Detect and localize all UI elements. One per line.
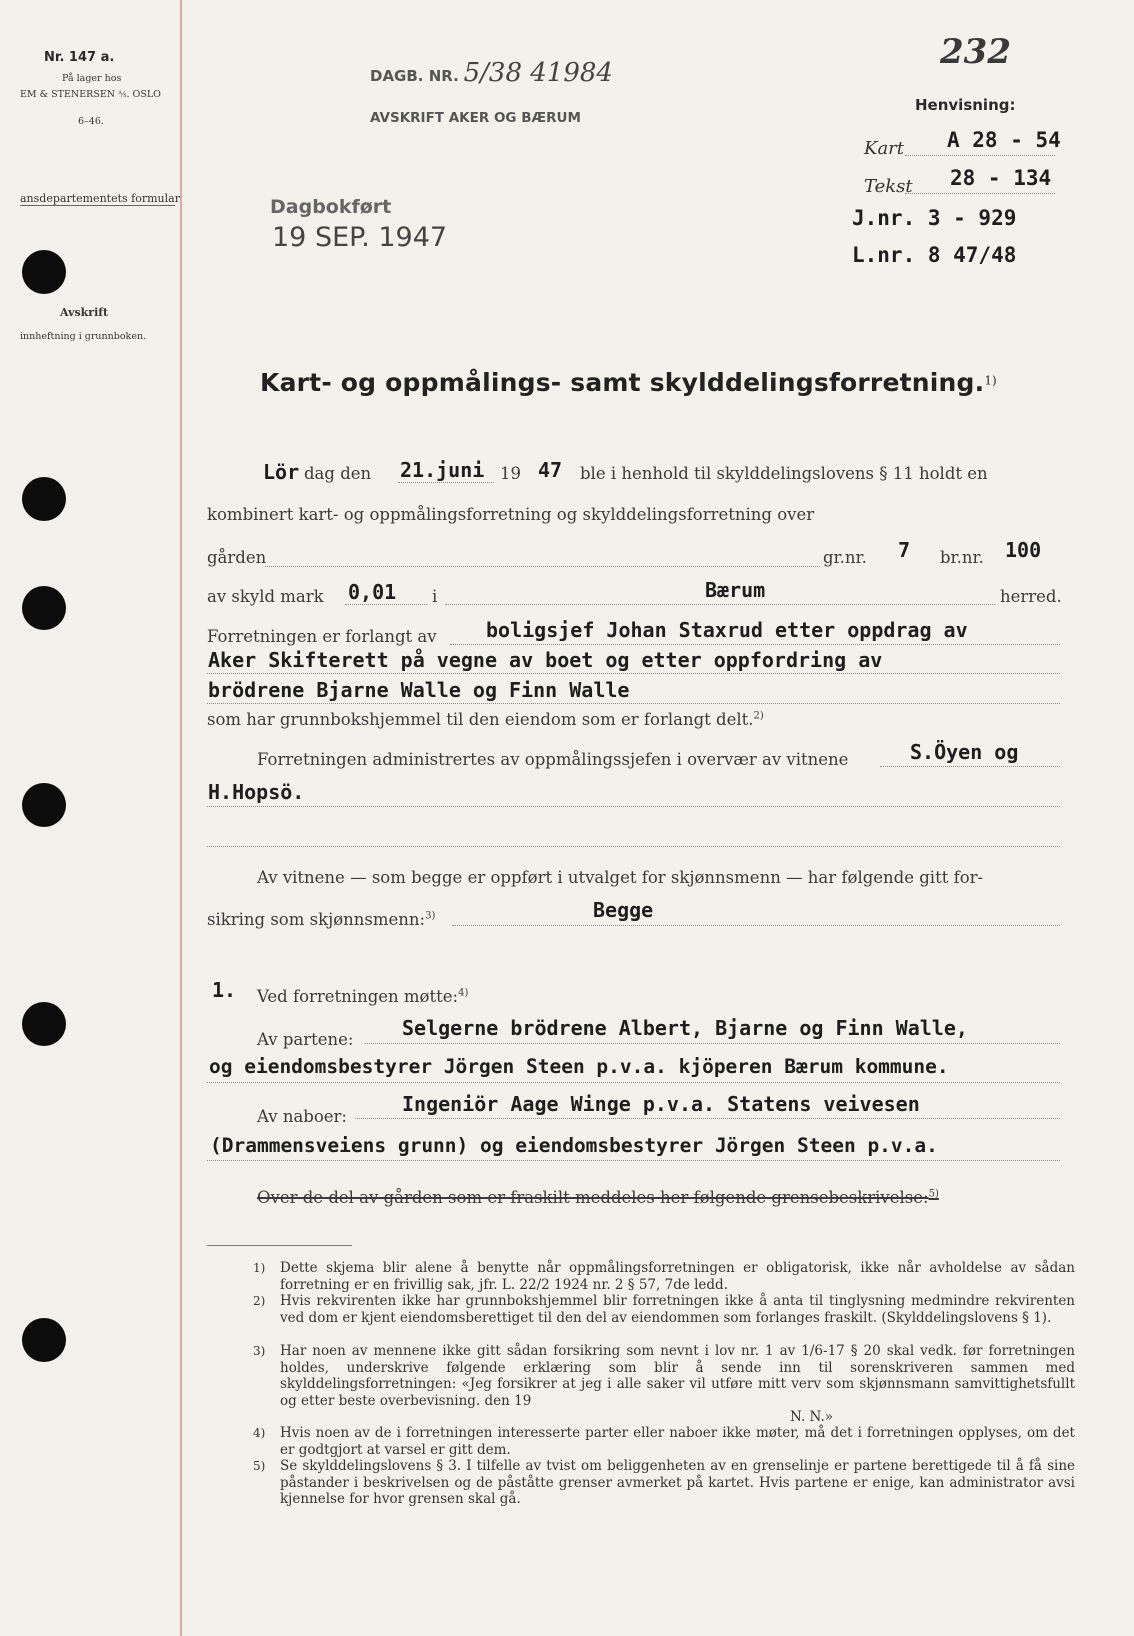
tekst-value: 28 - 134 [950, 166, 1052, 190]
punch-hole [22, 1318, 66, 1362]
kart-value: A 28 - 54 [947, 128, 1061, 152]
tekst-label: Tekst [864, 176, 913, 197]
skyld-label: av skyld mark [207, 587, 324, 606]
form-number: Nr. 147 a. [44, 50, 115, 65]
journal-stamp-value: 5/38 41984 [463, 58, 613, 88]
vitner-line2-text: sikring som skjønnsmenn: [207, 910, 426, 929]
motte-note: 4) [458, 987, 469, 999]
brnr-value: 100 [1005, 538, 1042, 562]
forlangt-line2: Aker Skifterett på vegne av boet og etter oppfordring av [208, 648, 883, 672]
forlangt-label: Forretningen er forlangt av [207, 627, 437, 646]
ministry-form: ansdepartementets formular [20, 192, 180, 205]
publisher-line: EM & STENERSEN ⅍. OSLO [20, 89, 161, 100]
registered-stamp: Dagbokført [270, 196, 392, 218]
footnote-number: 1) [253, 1261, 266, 1275]
herred-value: Bærum [705, 578, 766, 602]
punch-hole [22, 250, 66, 294]
copy-note: innheftning i grunnboken. [20, 331, 147, 342]
vitner-value: Begge [593, 898, 654, 922]
partene-label: Av partene: [257, 1030, 354, 1049]
jnr-value: J.nr. 3 - 929 [852, 206, 1017, 230]
footnote-text: Dette skjema blir alene å benytte når oppmålingsforretningen er obligatorisk, ikke når avholdelse av sådan forretning er en frivillig sak, jfr. L. 22/2 1924 nr. 2 § 57, 7de ledd. [280, 1260, 1075, 1293]
vitner-line1: Av vitnene — som begge er oppført i utvalget for skjønnsmenn — har følgende gitt for- [257, 868, 984, 887]
divider [20, 205, 175, 206]
lnr-value: L.nr. 8 47/48 [852, 243, 1017, 267]
page-title-text: Kart- og oppmålings- samt skylddelingsforretning. [260, 368, 985, 397]
witnesses-line2: H.Hopsö. [208, 780, 305, 804]
admin-text: Forretningen administrertes av oppmålingssjefen i overvær av vitnene [257, 750, 849, 769]
title-note: 1) [984, 373, 997, 388]
footnote-signature: N. N.» [790, 1409, 834, 1425]
skyld-value: 0,01 [348, 580, 397, 604]
journal-stamp-label: DAGB. NR. [370, 67, 459, 85]
footnote-number: 4) [253, 1426, 266, 1440]
grnr-label: gr.nr. [823, 548, 867, 567]
copy-label: Avskrift [60, 306, 109, 319]
forlangt-line1: boligsjef Johan Staxrud etter oppdrag av [486, 618, 968, 642]
copy-stamp: AVSKRIFT AKER OG BÆRUM [370, 110, 581, 126]
publisher-line: På lager hos [62, 73, 122, 84]
publisher-date: 6–46. [78, 116, 104, 127]
footnote-number: 3) [253, 1344, 266, 1358]
garden-label: gården [207, 548, 267, 567]
partene-line1: Selgerne brödrene Albert, Bjarne og Finn Walle, [402, 1016, 968, 1040]
punch-hole [22, 783, 66, 827]
kart-label: Kart [864, 138, 905, 159]
footnote-number: 2) [253, 1294, 266, 1308]
date-stamp: 19 SEP. 1947 [272, 222, 448, 253]
struck-boundary-line [257, 1188, 939, 1207]
naboer-label: Av naboer: [257, 1107, 347, 1126]
motte-text [257, 987, 468, 1006]
naboer-line1: Ingeniör Aage Winge p.v.a. Statens veivesen [402, 1092, 920, 1116]
day-typed: Lör [263, 460, 300, 484]
date-typed: 21.juni [400, 458, 485, 482]
struck-boundary-text: Over de del av gården som er fraskilt meddeles her følgende grensebeskrivelse: [257, 1188, 929, 1207]
hjemmel-text-body: som har grunnbokshjemmel til den eiendom som er forlangt delt. [207, 710, 754, 729]
i-label: i [432, 587, 438, 606]
witnesses-line1: S.Öyen og [910, 740, 1019, 764]
punch-hole [22, 586, 66, 630]
naboer-line2: (Drammensveiens grunn) og eiendomsbestyrer Jörgen Steen p.v.a. [210, 1134, 938, 1157]
vitner-note: 3) [425, 910, 436, 922]
motte-text-body: Ved forretningen møtte: [257, 987, 459, 1006]
year-typed: 47 [538, 458, 563, 482]
punch-hole [22, 477, 66, 521]
page-number: 232 [940, 32, 1011, 72]
year-prefix: 19 [500, 464, 521, 483]
footnote-text: Se skylddelingslovens § 3. I tilfelle av tvist om beliggenheten av en grenselinje er partene berettigede til å få sine påstander i beskrivelsen og de påståtte grenser avmerket på kartet. Hvis partene er enige, kan administrator avsi kjennelse for hvor grensen skal gå. [280, 1458, 1075, 1507]
reference-heading: Henvisning: [915, 96, 1016, 114]
footnote-text: Har noen av mennene ikke gitt sådan forsikring som nevnt i lov nr. 1 av 1/6-17 § 20 skal vedk. før forretningen holdes, underskrive følgende erklæring som blir å sende inn til sorenskriveren sammen med skylddelingsforretningen: «Jeg forsikrer at jeg i alle saker vil utføre mitt verv som skjønnsmann samvittighetsfullt og etter beste overbevisning. den 19 [280, 1343, 1075, 1409]
day-label: dag den [304, 464, 372, 483]
struck-note: 5) [928, 1188, 939, 1200]
partene-line2: og eiendomsbestyrer Jörgen Steen p.v.a. kjöperen Bærum kommune. [209, 1055, 949, 1078]
vitner-line2 [207, 910, 435, 929]
line1-text: ble i henhold til skylddelingslovens § 11 holdt en [580, 464, 988, 483]
journal-stamp [370, 58, 613, 88]
punch-hole [22, 1002, 66, 1046]
grnr-value: 7 [898, 538, 911, 562]
footnote-number: 5) [253, 1459, 266, 1473]
item-number: 1. [212, 978, 237, 1002]
page-title [260, 368, 997, 397]
hjemmel-note: 2) [753, 710, 764, 722]
forlangt-line3: brödrene Bjarne Walle og Finn Walle [208, 678, 630, 702]
herred-label: herred. [1000, 587, 1062, 606]
brnr-label: br.nr. [940, 548, 984, 567]
footnote-text: Hvis noen av de i forretningen interesserte parter eller naboer ikke møter, må det i forretningen opplyses, om det er godtgjort at varsel er gitt dem. [280, 1425, 1075, 1458]
footnote-text: Hvis rekvirenten ikke har grunnbokshjemmel blir forretningen ikke å anta til tinglysning medmindre rekvirenten ved dom er kjent eiendomsberettiget til den del av eiendommen som forlanges fraskilt. (Skylddelingslovens § 1). [280, 1293, 1075, 1326]
margin-line [180, 0, 182, 1636]
footnote-divider [207, 1245, 352, 1246]
line2-text: kombinert kart- og oppmålingsforretning og skylddelingsforretning over [207, 505, 815, 524]
hjemmel-text [207, 710, 764, 729]
